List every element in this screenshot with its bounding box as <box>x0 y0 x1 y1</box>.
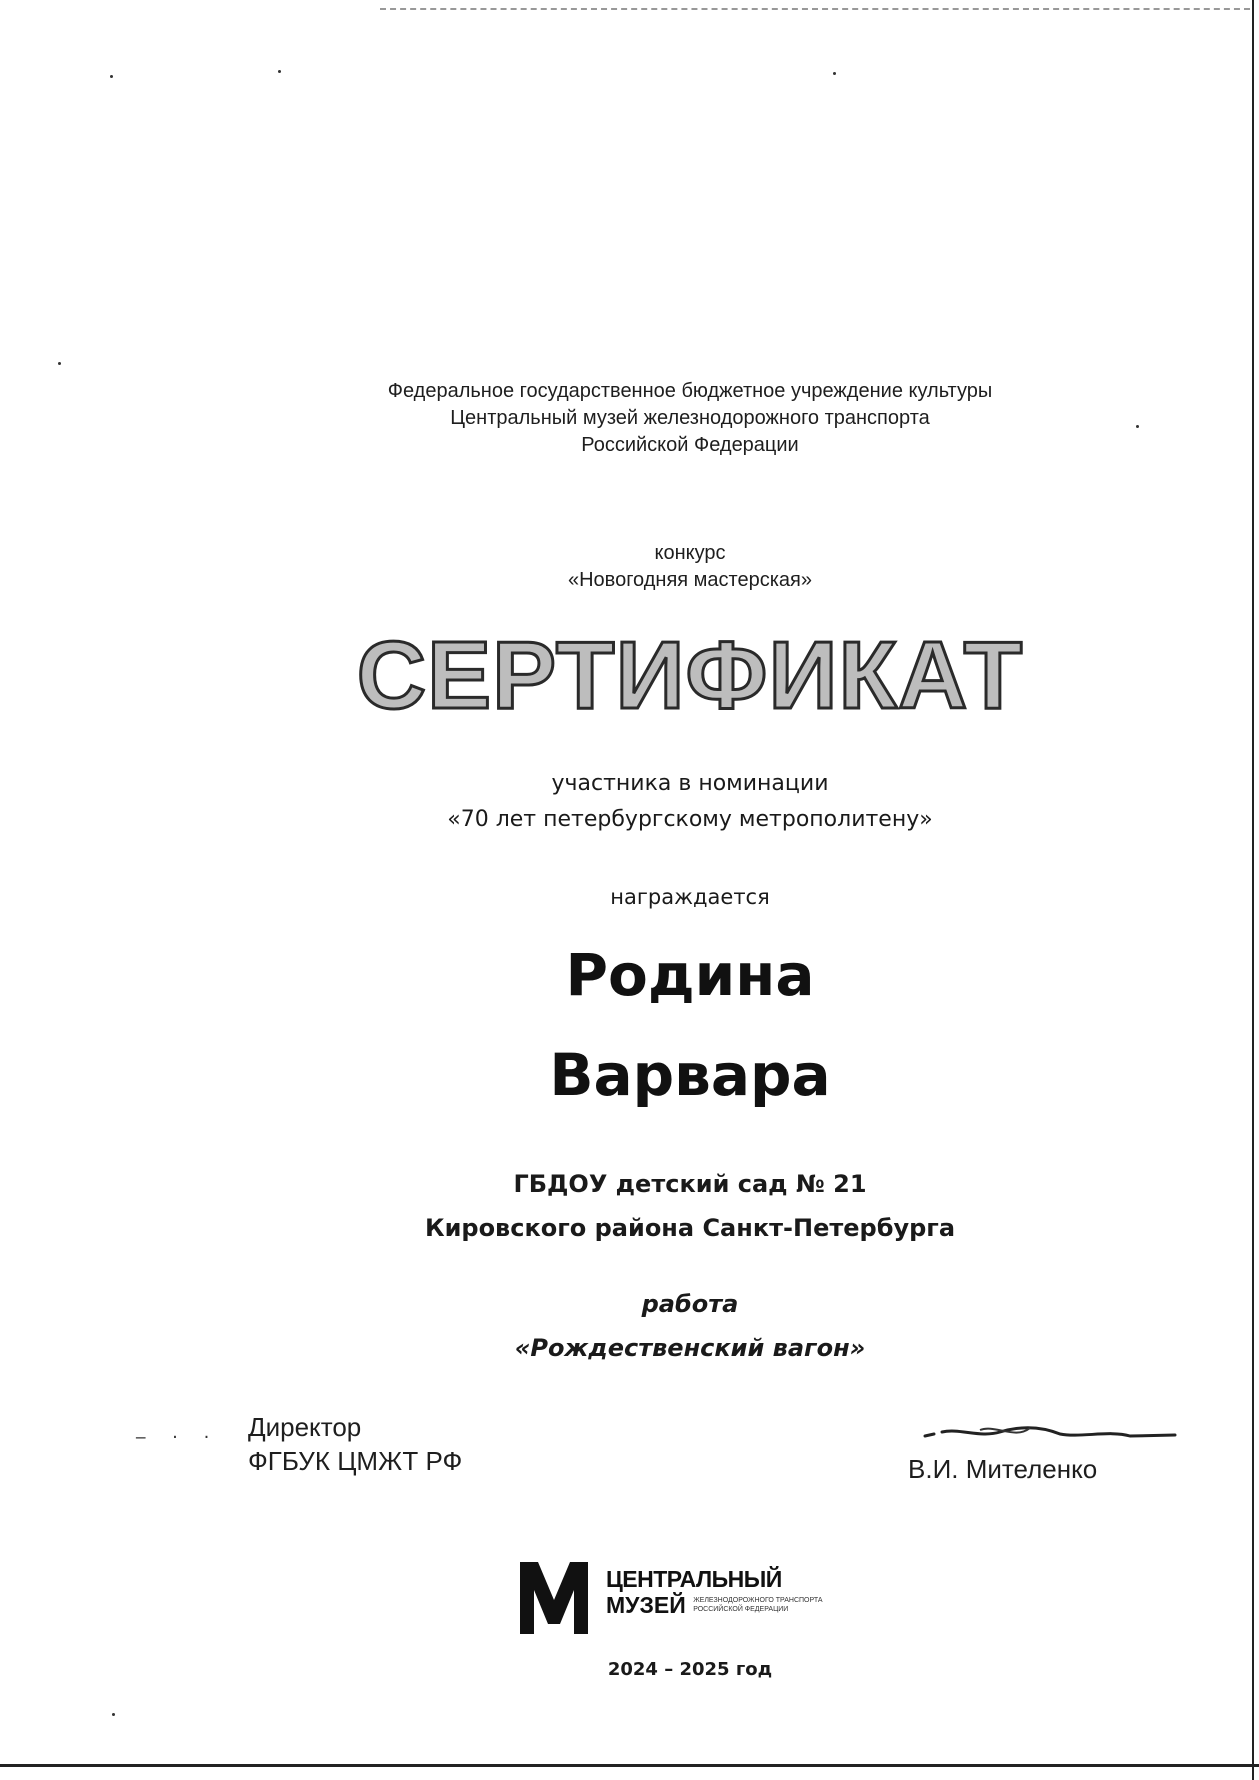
logo-small-line: РОССИЙСКОЙ ФЕДЕРАЦИИ <box>693 1606 789 1613</box>
organization-line: Центральный музей железнодорожного транспорта <box>450 407 930 429</box>
nomination-label: участника в номинации <box>551 771 829 796</box>
nomination-name: «70 лет петербургскому метрополитену» <box>447 807 933 832</box>
logo-row2 <box>606 1592 823 1618</box>
museum-logo <box>518 1560 838 1640</box>
year-label: 2024 – 2025 год <box>607 1659 773 1680</box>
scan-edge-top <box>380 8 1250 11</box>
director-block <box>248 1410 462 1478</box>
scan-edge-right <box>1252 0 1254 1780</box>
scan-speck <box>112 1713 115 1716</box>
logo-line2: МУЗЕЙ <box>606 1592 686 1618</box>
school-line: Кировского района Санкт-Петербурга <box>424 1214 956 1242</box>
awarded-label: награждается <box>610 885 770 909</box>
certificate-title: СЕРТИФИКАТ <box>356 622 1024 729</box>
nomination-block <box>230 766 1150 838</box>
organization-header <box>230 378 1150 459</box>
work-title: «Рождественский вагон» <box>514 1334 866 1362</box>
school-block <box>230 1162 1150 1250</box>
director-name: В.И. Мителенко <box>908 1454 1098 1484</box>
contest-block <box>230 540 1150 594</box>
scan-speck <box>110 75 113 78</box>
museum-m-icon <box>518 1560 590 1636</box>
work-block <box>230 1282 1150 1370</box>
scan-speck <box>58 362 61 365</box>
recipient-first-name: Варвара <box>549 1041 831 1109</box>
organization-line: Федеральное государственное бюджетное учреждение культуры <box>387 380 993 402</box>
organization-line: Российской Федерации <box>581 434 799 456</box>
contest-label: конкурс <box>654 542 726 564</box>
logo-subtitle <box>693 1596 822 1614</box>
contest-name: «Новогодняя мастерская» <box>567 569 812 591</box>
scan-marks: ‒ · · <box>135 1427 220 1448</box>
signature-mark <box>920 1420 1180 1450</box>
director-title: Директор <box>248 1412 362 1442</box>
logo-line1: ЦЕНТРАЛЬНЫЙ <box>606 1566 782 1592</box>
director-org: ФГБУК ЦМЖТ РФ <box>248 1446 463 1476</box>
logo-small-line: ЖЕЛЕЗНОДОРОЖНОГО ТРАНСПОРТА <box>693 1597 823 1604</box>
scan-speck <box>278 70 281 73</box>
recipient-surname: Родина <box>565 941 815 1009</box>
museum-logo-text <box>606 1566 823 1618</box>
scan-edge-bottom <box>0 1764 1259 1767</box>
work-label: работа <box>641 1290 739 1318</box>
scan-speck <box>833 72 836 75</box>
school-line: ГБДОУ детский сад № 21 <box>513 1170 867 1198</box>
